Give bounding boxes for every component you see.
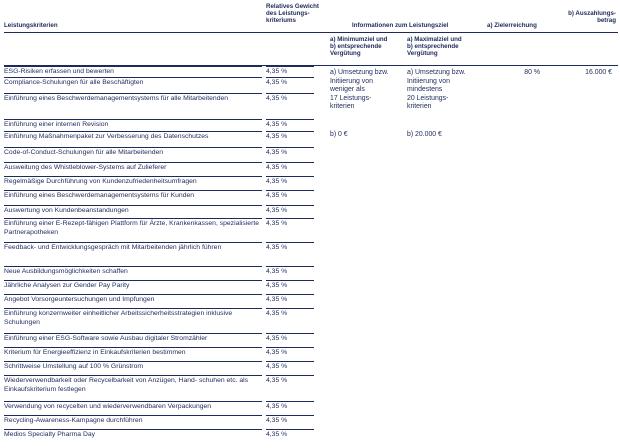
table-row (4, 77, 614, 93)
row-divider (4, 190, 262, 191)
row-divider (4, 131, 262, 132)
row-divider (266, 280, 314, 281)
row-divider (4, 162, 262, 163)
row-divider (266, 119, 314, 120)
criterion-text: Kriterium für Energieeffizienz in Einkaufskriterien bestimmen (4, 349, 186, 356)
table-row (4, 119, 614, 131)
criterion-text: ESG-Risiken erfassen und bewerten (4, 68, 114, 75)
criterion-text: Einführung einer internen Revision (4, 121, 109, 128)
row-divider (266, 415, 314, 416)
row-divider (266, 66, 314, 67)
subheader-min: a) Minimumziel und b) entsprechende Vergütung (330, 36, 388, 58)
table-row (4, 131, 614, 147)
subheader-max: a) Maximalziel und b) entsprechende Vergütung (407, 36, 462, 58)
table-row (4, 429, 614, 443)
row-divider (4, 308, 262, 309)
table-row (4, 415, 614, 429)
criterion-text: Einführung einer E-Rezept-fähigen Plattform für Ärzte, Krankenkassen, spezialisierte Partnerapotheken (4, 220, 260, 236)
criterion-text: Ausweitung des Whistleblower-Systems auf Zulieferer (4, 164, 167, 171)
row-divider (4, 401, 262, 402)
row-divider (4, 205, 262, 206)
criterion-weight: 4,35 % (266, 310, 288, 317)
table-row (4, 266, 614, 280)
criterion-weight: 4,35 % (266, 363, 288, 370)
row-divider (266, 294, 314, 295)
header-info: Informationen zum Leistungsziel (352, 22, 449, 29)
row-divider (266, 375, 314, 376)
criterion-text: Regelmäßige Durchführung von Kundenzufriedenheitsumfragen (4, 178, 197, 185)
min-payout: b) 0 € (330, 131, 348, 138)
criterion-weight: 4,35 % (266, 377, 288, 384)
payout-amount: 16.000 € (585, 69, 612, 76)
criterion-text: Auswertung von Kundenbeanstandungen (4, 207, 129, 214)
row-divider (266, 147, 314, 148)
row-divider (4, 66, 262, 67)
row-divider (4, 176, 262, 177)
header-criteria: Leistungskriterien (4, 22, 58, 29)
criterion-text: Einführung Maßnahmenpaket zur Verbesserung des Datenschutzes (4, 133, 209, 140)
criterion-weight: 4,35 % (266, 178, 288, 185)
row-divider (266, 162, 314, 163)
criterion-text: Feedback- und Entwicklungsgespräch mit Mitarbeitenden jährlich führen (4, 244, 222, 251)
row-divider (4, 93, 262, 94)
row-divider (4, 147, 262, 148)
criterion-weight: 4,35 % (266, 244, 288, 251)
criterion-weight: 4,35 % (266, 149, 288, 156)
criterion-weight: 4,35 % (266, 349, 288, 356)
criterion-weight: 4,35 % (266, 268, 288, 275)
row-divider (4, 77, 262, 78)
criterion-weight: 4,35 % (266, 133, 288, 140)
row-divider (4, 429, 262, 430)
table-row (4, 93, 614, 119)
criterion-text: Verwendung von recycelten und wiederverwendbaren Verpackungen (4, 403, 212, 410)
table-row (4, 375, 614, 401)
criterion-text: Neue Ausbildungsmöglichkeiten schaffen (4, 268, 128, 275)
criterion-weight: 4,35 % (266, 220, 288, 227)
criterion-weight: 4,35 % (266, 79, 288, 86)
row-divider (4, 218, 262, 219)
table-row (4, 361, 614, 375)
row-divider (4, 119, 262, 120)
table-row (4, 190, 614, 205)
table-row (4, 218, 614, 242)
criterion-text: Jährliche Analysen zur Gender Pay Parity (4, 282, 130, 289)
row-divider (266, 308, 314, 309)
header-payout: b) Auszahlungs- betrag (568, 10, 616, 25)
row-divider (4, 266, 262, 267)
header-divider (4, 32, 618, 33)
row-divider (4, 280, 262, 281)
criterion-text: Einführung eines Beschwerdemanagementsystems für Kunden (4, 192, 195, 199)
criterion-text: Compliance-Schulungen für alle Beschäftigten (4, 79, 144, 86)
criterion-text: Medios Specialty Pharma Day (4, 431, 96, 438)
row-divider (266, 242, 314, 243)
criterion-text: Einführung konzernweiter einheitlicher Arbeitssicherheitsstrategien inklusive Schulungen (4, 310, 233, 326)
table-row (4, 66, 614, 77)
row-divider (266, 190, 314, 191)
row-divider (4, 415, 262, 416)
criterion-text: Wiederverwendbarkeit oder Recycelbarkeit von Anzügen, Hand- schuhen etc. als Einkaufskriterium festlegen (4, 377, 249, 393)
criterion-weight: 4,35 % (266, 282, 288, 289)
max-payout: b) 20.000 € (407, 131, 442, 138)
criterion-text: Einführung eines Beschwerdemanagementsystems für alle Mitarbeitenden (4, 95, 229, 102)
row-divider (266, 266, 314, 267)
criterion-text: Einführung einer ESG-Software sowie Ausbau digitaler Stromzähler (4, 335, 208, 342)
row-divider (266, 361, 314, 362)
row-divider (266, 176, 314, 177)
min-target-text: a) Umsetzung bzw. Initiierung von weniger als 17 Leistungs- kriterien (330, 69, 389, 110)
row-divider (266, 401, 314, 402)
criterion-weight: 4,35 % (266, 335, 288, 342)
table-row (4, 242, 614, 266)
criterion-text: Schrittweise Umstellung auf 100 % Grünstrom (4, 363, 144, 370)
header-target: a) Zielerreichung (487, 22, 537, 29)
row-divider (266, 218, 314, 219)
row-divider (4, 242, 262, 243)
criterion-weight: 4,35 % (266, 95, 288, 102)
criterion-weight: 4,35 % (266, 207, 288, 214)
row-divider (266, 429, 314, 430)
criterion-weight: 4,35 % (266, 68, 288, 75)
table-row (4, 347, 614, 361)
criterion-weight: 4,35 % (266, 403, 288, 410)
table-row (4, 147, 614, 162)
row-divider (266, 93, 314, 94)
table-row (4, 308, 614, 333)
table-row (4, 176, 614, 190)
criterion-weight: 4,35 % (266, 296, 288, 303)
criterion-weight: 4,35 % (266, 431, 288, 438)
row-divider (266, 131, 314, 132)
row-divider (4, 375, 262, 376)
table-row (4, 280, 614, 294)
header-weight: Relatives Gewicht des Leistungs- kriteriums (266, 3, 319, 25)
table-row (4, 294, 614, 308)
criterion-text: Code-of-Conduct-Schulungen für alle Mitarbeitenden (4, 149, 164, 156)
table-row (4, 162, 614, 176)
row-divider (4, 333, 262, 334)
row-divider (4, 361, 262, 362)
criterion-weight: 4,35 % (266, 192, 288, 199)
row-divider (4, 294, 262, 295)
row-divider (266, 205, 314, 206)
max-target-text: a) Umsetzung bzw. Initiierung von mindestens 20 Leistungs- kriterien (407, 69, 466, 110)
criterion-weight: 4,35 % (266, 164, 288, 171)
criterion-weight: 4,35 % (266, 121, 288, 128)
table-row (4, 401, 614, 415)
target-achievement: 80 % (524, 69, 540, 76)
criterion-text: Recycling-Awareness-Kampagne durchführen (4, 417, 143, 424)
table-row (4, 205, 614, 218)
row-divider (4, 347, 262, 348)
criterion-weight: 4,35 % (266, 417, 288, 424)
row-divider (266, 77, 314, 78)
row-divider (266, 333, 314, 334)
row-divider (266, 347, 314, 348)
table-row (4, 333, 614, 347)
criterion-text: Angebot Vorsorgeuntersuchungen und Impfungen (4, 296, 155, 303)
